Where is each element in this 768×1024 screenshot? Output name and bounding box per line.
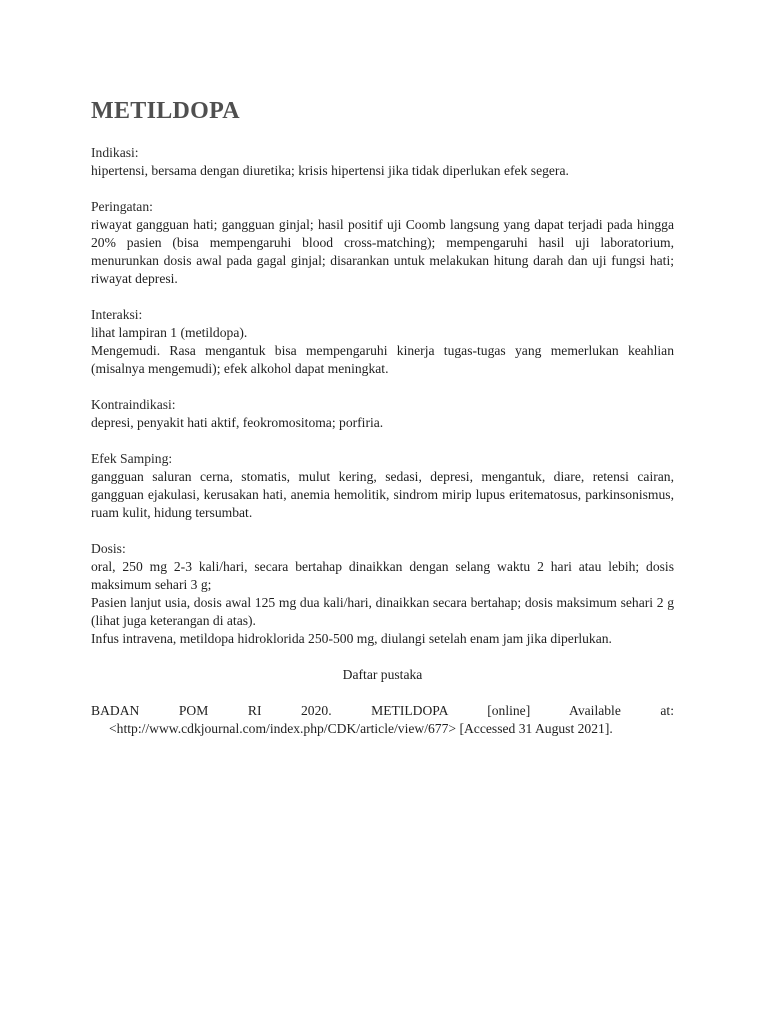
paragraph-interaksi-1: lihat lampiran 1 (metildopa). <box>91 325 248 340</box>
section-heading-indikasi: Indikasi: <box>91 145 139 160</box>
section-kontraindikasi <box>91 396 674 432</box>
paragraph-dosis-1: oral, 250 mg 2-3 kali/hari, secara bertahap dinaikkan dengan selang waktu 2 hari atau lebih; dosis maksimum sehari 3 g; <box>91 559 674 592</box>
paragraph-efek-samping-1: gangguan saluran cerna, stomatis, mulut kering, sedasi, depresi, mengantuk, diare, retensi cairan, gangguan ejakulasi, kerusakan hati, anemia hemolitik, sindrom mirip lupus eritematosus, parkinsonismus, ruam kulit, hidung tersumbat. <box>91 469 674 520</box>
paragraph-peringatan-1: riwayat gangguan hati; gangguan ginjal; hasil positif uji Coomb langsung yang dapat terjadi pada hingga 20% pasien (bisa mempengaruhi blood cross-matching); mempengaruhi hasil uji laboratorium, menurunkan dosis awal pada gagal ginjal; disarankan untuk melakukan hitung darah dan uji fungsi hati; riwayat depresi. <box>91 217 674 286</box>
bibliography-heading: Daftar pustaka <box>342 667 423 682</box>
section-heading-kontraindikasi: Kontraindikasi: <box>91 397 176 412</box>
section-heading-interaksi: Interaksi: <box>91 307 143 322</box>
document-page <box>91 96 674 738</box>
section-dosis <box>91 540 674 648</box>
section-heading-efek-samping: Efek Samping: <box>91 451 173 466</box>
section-efek-samping <box>91 450 674 522</box>
paragraph-kontraindikasi-1: depresi, penyakit hati aktif, feokromositoma; porfiria. <box>91 415 384 430</box>
paragraph-indikasi-1: hipertensi, bersama dengan diuretika; krisis hipertensi jika tidak diperlukan efek segera. <box>91 163 569 178</box>
document-title: METILDOPA <box>91 98 240 124</box>
paragraph-interaksi-2: Mengemudi. Rasa mengantuk bisa mempengaruhi kinerja tugas-tugas yang memerlukan keahlian (misalnya mengemudi); efek alkohol dapat meningkat. <box>91 343 674 376</box>
paragraph-dosis-3: Infus intravena, metildopa hidroklorida 250-500 mg, diulangi setelah enam jam jika diperlukan. <box>91 631 612 646</box>
section-heading-dosis: Dosis: <box>91 541 126 556</box>
paragraph-dosis-2: Pasien lanjut usia, dosis awal 125 mg dua kali/hari, dinaikkan secara bertahap; dosis maksimum sehari 2 g (lihat juga keterangan di atas). <box>91 595 674 628</box>
section-peringatan <box>91 198 674 288</box>
section-indikasi <box>91 144 674 180</box>
section-heading-peringatan: Peringatan: <box>91 199 153 214</box>
bibliography-reference: BADAN POM RI 2020. METILDOPA [online] Available at: <http://www.cdkjournal.com/index.php/CDK/article/view/677> [Accessed 31 August 2021]. <box>91 703 674 736</box>
section-interaksi <box>91 306 674 378</box>
